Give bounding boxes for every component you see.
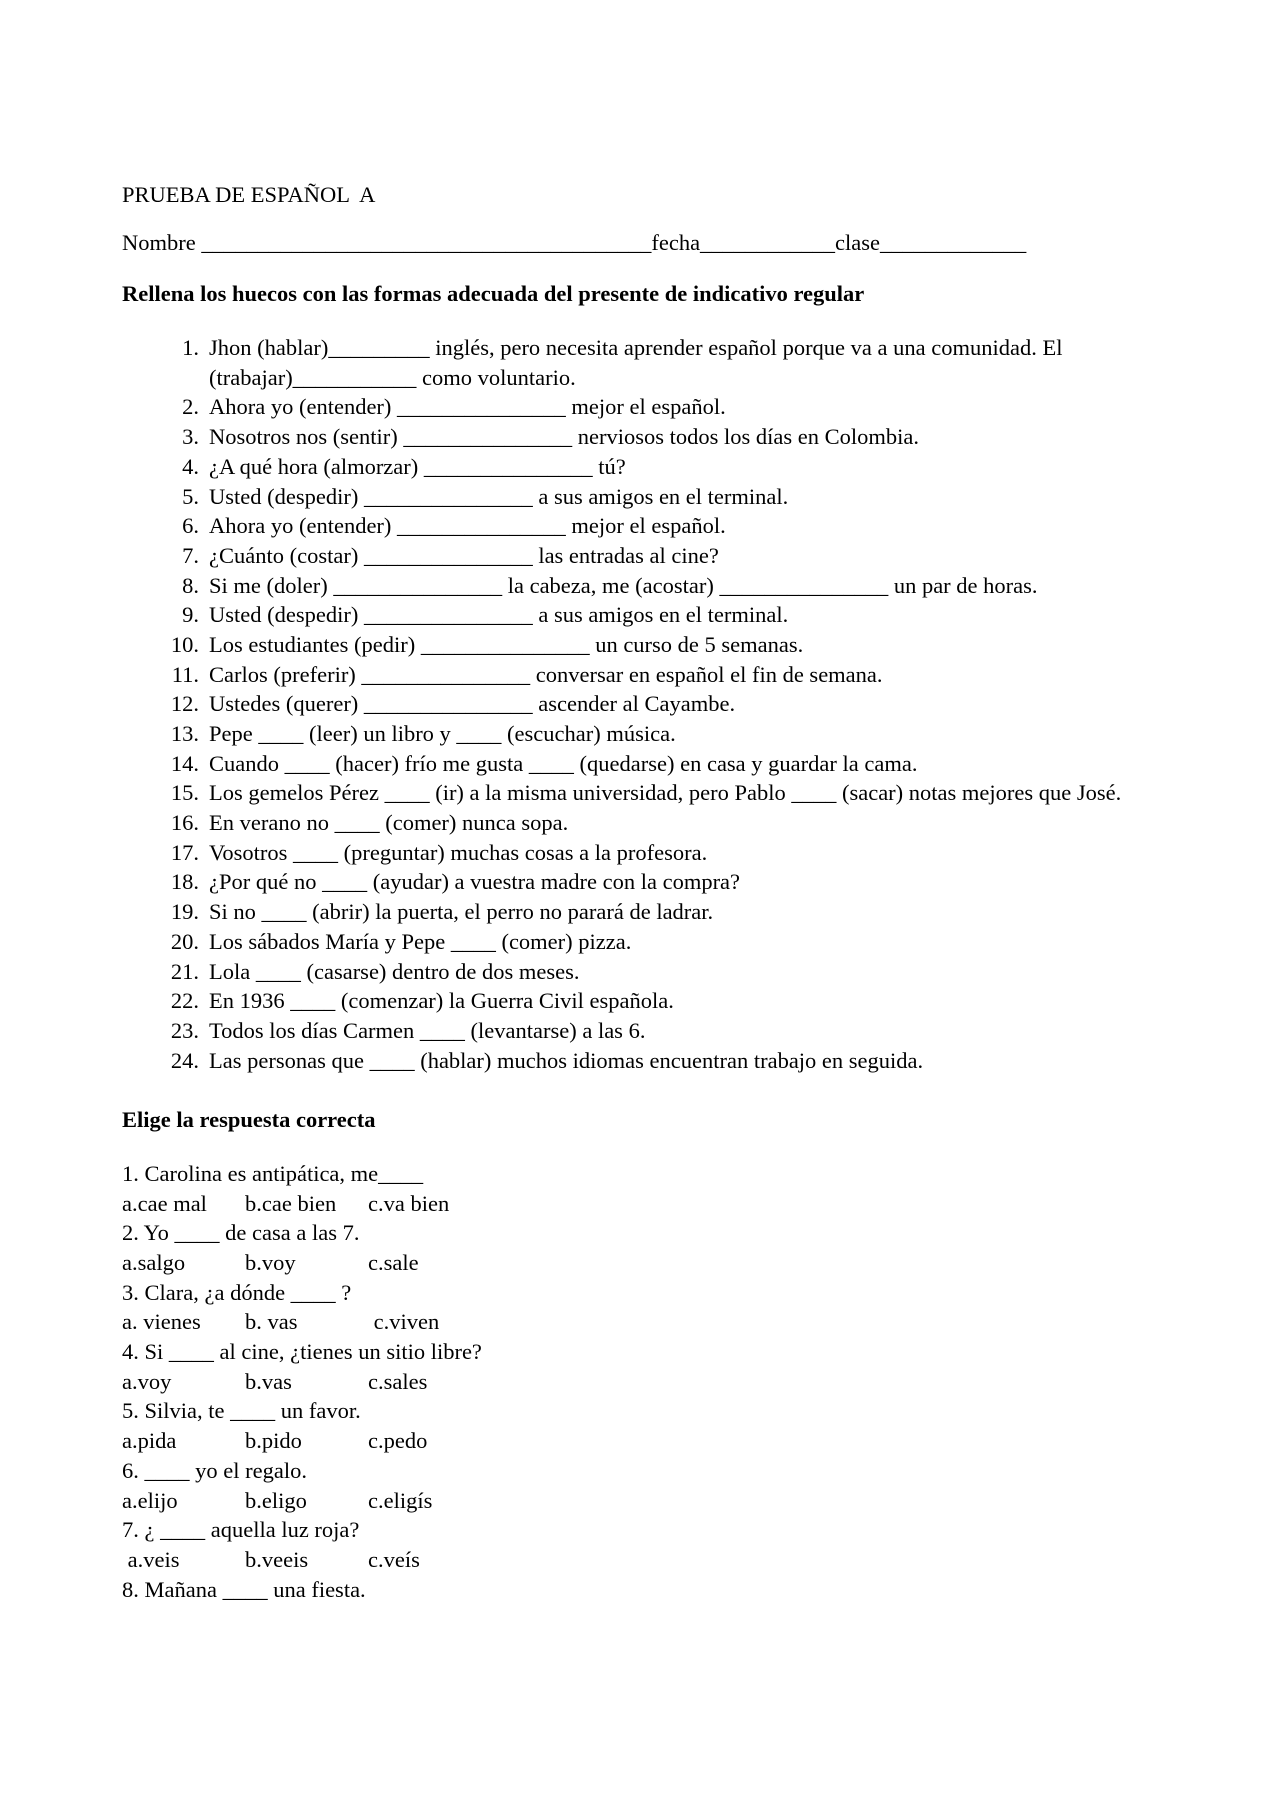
list-item: [122, 333, 1172, 392]
option-b: b.eligo: [245, 1487, 307, 1513]
answer-options: [122, 1367, 1172, 1397]
item-text: Cuando ____ (hacer) frío me gusta ____ (quedarse) en casa y guardar la cama.: [209, 750, 918, 776]
item-text: Los gemelos Pérez ____ (ir) a la misma universidad, pero Pablo ____ (sacar) notas mejores que José.: [209, 780, 1122, 806]
list-item: [122, 660, 1172, 690]
item-number: 23.: [170, 1017, 199, 1043]
option-a: a.elijo: [122, 1487, 178, 1513]
list-item: [122, 689, 1172, 719]
item-text: Nosotros nos (sentir) _______________ nerviosos todos los días en Colombia.: [209, 424, 919, 450]
item-number: 5.: [182, 483, 199, 509]
item-text: ¿A qué hora (almorzar) _______________ tú?: [209, 453, 626, 479]
list-item: [122, 422, 1172, 452]
answer-options: [122, 1486, 1172, 1516]
answer-options: [122, 1248, 1172, 1278]
list-item: [122, 1046, 1172, 1076]
section2-heading: Elige la respuesta correcta: [122, 1107, 376, 1133]
question-text: 4. Si ____ al cine, ¿tienes un sitio libre?: [122, 1339, 482, 1365]
item-number: 2.: [182, 394, 199, 420]
answer-options: [122, 1426, 1172, 1456]
list-item: [122, 482, 1172, 512]
item-number: 8.: [182, 572, 199, 598]
item-number: 21.: [170, 958, 199, 984]
list-item: [122, 452, 1172, 482]
item-text: Ahora yo (entender) _______________ mejor el español.: [209, 394, 726, 420]
item-text: Usted (despedir) _______________ a sus amigos en el terminal.: [209, 602, 789, 628]
item-text: Las personas que ____ (hablar) muchos idiomas encuentran trabajo en seguida.: [209, 1047, 924, 1073]
item-text: Usted (despedir) _______________ a sus amigos en el terminal.: [209, 483, 789, 509]
item-text: Si me (doler) _______________ la cabeza, me (acostar) _______________ un par de horas.: [209, 572, 1038, 598]
item-number: 10.: [170, 631, 199, 657]
option-c: c.eligís: [368, 1487, 433, 1513]
option-b: b. vas: [245, 1309, 298, 1335]
option-b: b.voy: [245, 1250, 296, 1275]
option-c: c.sales: [368, 1368, 428, 1394]
option-b: b.pido: [245, 1428, 302, 1454]
list-item: [122, 957, 1172, 987]
question-text: 5. Silvia, te ____ un favor.: [122, 1398, 361, 1424]
list-item: [122, 541, 1172, 571]
item-number: 15.: [170, 780, 199, 806]
item-number: 3.: [182, 424, 199, 450]
name-date-class-line: Nombre ________________________________________fecha____________clase_____________: [122, 229, 1027, 255]
item-number: 14.: [170, 750, 199, 776]
item-number: 17.: [170, 839, 199, 865]
item-text: Ahora yo (entender) _______________ mejor el español.: [209, 513, 726, 539]
option-c: c.viven: [368, 1309, 440, 1335]
item-text: Jhon (hablar)_________ inglés, pero necesita aprender español porque va a una comunidad. El (trabajar)___________ como voluntario.: [209, 335, 1063, 390]
item-number: 16.: [170, 810, 199, 836]
list-item: [122, 392, 1172, 422]
item-text: Los estudiantes (pedir) _______________ un curso de 5 semanas.: [209, 631, 804, 657]
item-text: Todos los días Carmen ____ (levantarse) a las 6.: [209, 1017, 646, 1043]
item-number: 7.: [182, 542, 199, 568]
option-a: a.cae mal: [122, 1190, 207, 1216]
question-text: 6. ____ yo el regalo.: [122, 1457, 307, 1483]
multiple-choice-list: [122, 1159, 1172, 1604]
option-a: a.salgo: [122, 1250, 186, 1275]
question-text: 1. Carolina es antipática, me____: [122, 1160, 424, 1186]
fill-in-list: [122, 333, 1172, 1075]
list-item: [122, 897, 1172, 927]
list-item: [122, 838, 1172, 868]
option-a: a.pida: [122, 1428, 177, 1454]
item-text: Los sábados María y Pepe ____ (comer) pizza.: [209, 928, 632, 954]
item-number: 9.: [182, 602, 199, 628]
section1-heading: Rellena los huecos con las formas adecuada del presente de indicativo regular: [122, 281, 865, 307]
item-number: 24.: [170, 1047, 199, 1073]
answer-options: [122, 1307, 1172, 1337]
list-item: [122, 630, 1172, 660]
list-item: [122, 749, 1172, 779]
option-a: a.voy: [122, 1368, 172, 1394]
item-number: 12.: [170, 691, 199, 717]
option-a: a. vienes: [122, 1309, 201, 1335]
list-item: [122, 808, 1172, 838]
item-number: 4.: [182, 453, 199, 479]
question-text: 3. Clara, ¿a dónde ____ ?: [122, 1279, 352, 1305]
item-number: 13.: [170, 721, 199, 746]
answer-options: [122, 1189, 1172, 1219]
option-c: c.sale: [368, 1250, 419, 1275]
item-number: 20.: [170, 928, 199, 954]
option-c: c.va bien: [368, 1190, 450, 1216]
question-text: 7. ¿ ____ aquella luz roja?: [122, 1517, 360, 1543]
option-c: c.pedo: [368, 1428, 428, 1454]
option-b: b.vas: [245, 1368, 292, 1394]
item-number: 19.: [170, 899, 199, 925]
item-text: Carlos (preferir) _______________ conversar en español el fin de semana.: [209, 661, 883, 687]
list-item: [122, 1016, 1172, 1046]
list-item: [122, 511, 1172, 541]
list-item: [122, 571, 1172, 601]
item-text: Vosotros ____ (preguntar) muchas cosas a la profesora.: [209, 839, 708, 865]
item-text: Ustedes (querer) _______________ ascender al Cayambe.: [209, 691, 736, 717]
item-number: 6.: [182, 513, 199, 539]
item-number: 18.: [170, 869, 199, 895]
item-number: 11.: [171, 661, 199, 687]
question-text: 2. Yo ____ de casa a las 7.: [122, 1220, 360, 1246]
item-text: ¿Cuánto (costar) _______________ las entradas al cine?: [209, 542, 719, 568]
option-c: c.veís: [368, 1546, 420, 1572]
list-item: [122, 778, 1172, 808]
item-number: 22.: [170, 988, 199, 1014]
item-text: En 1936 ____ (comenzar) la Guerra Civil española.: [209, 988, 674, 1014]
list-item: [122, 986, 1172, 1016]
list-item: [122, 600, 1172, 630]
item-text: ¿Por qué no ____ (ayudar) a vuestra madre con la compra?: [209, 869, 741, 895]
option-b: b.veeis: [245, 1546, 309, 1572]
list-item: [122, 927, 1172, 957]
item-text: En verano no ____ (comer) nunca sopa.: [209, 810, 569, 836]
question-text: 8. Mañana ____ una fiesta.: [122, 1576, 366, 1602]
option-b: b.cae bien: [245, 1190, 337, 1216]
answer-options: [122, 1545, 1172, 1575]
list-item: [122, 867, 1172, 897]
item-text: Pepe ____ (leer) un libro y ____ (escuchar) música.: [209, 721, 676, 746]
page-title: PRUEBA DE ESPAÑOL A: [122, 182, 376, 207]
document-content: [122, 180, 1172, 1604]
option-a: a.veis: [122, 1546, 180, 1572]
item-number: 1.: [182, 335, 199, 361]
list-item: [122, 719, 1172, 749]
item-text: Lola ____ (casarse) dentro de dos meses.: [209, 958, 580, 984]
item-text: Si no ____ (abrir) la puerta, el perro no parará de ladrar.: [209, 899, 714, 925]
